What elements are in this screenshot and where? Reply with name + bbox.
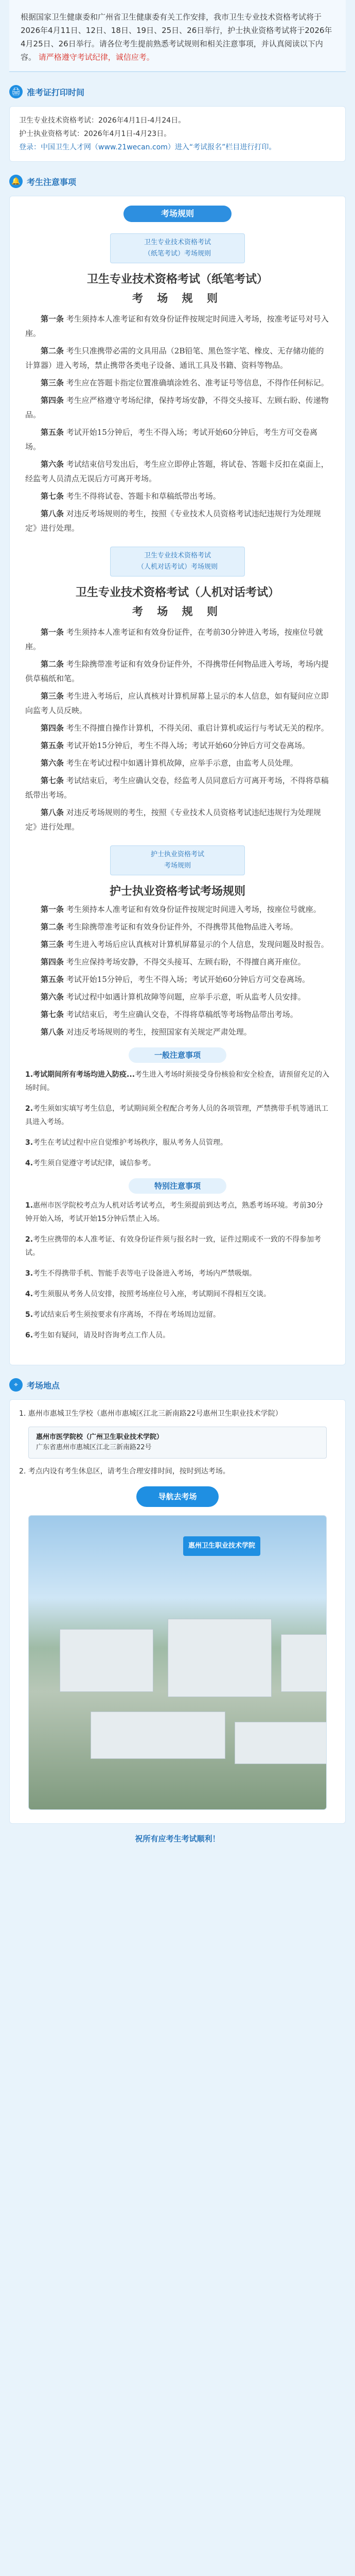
tip-lead: 1.考试期间所有考场均进入防疫... (25, 1071, 135, 1079)
venue-card (9, 1399, 346, 1824)
rule-text: 考试过程中如遇计算机故障等问题，应举手示意，听从监考人员安排。 (66, 992, 306, 1002)
rule-item (25, 773, 330, 802)
rule-number: 第八条 (41, 509, 64, 518)
campus-photo (28, 1515, 327, 1810)
rule-text: 考生应在答题卡指定位置准确填涂姓名、准考证号等信息，不得作任何标记。 (66, 378, 329, 387)
exam2-title: 卫生专业技术资格考试（人机对话考试） (75, 586, 279, 599)
rule-number: 第一条 (41, 628, 64, 637)
rule-item (25, 756, 330, 770)
tip-text: 考生须如实填写考生信息，考试期间须全程配合考务人员的各项管理，严禁携带手机等通讯工具进入考场。 (25, 1105, 329, 1126)
section-print-title: 准考证打印时间 (27, 87, 85, 97)
section-venue-title: 考场地点 (27, 1380, 60, 1391)
rule-number: 第七条 (41, 1010, 64, 1019)
rule-text: 考试开始15分钟后，考生不得入场；考试开始60分钟后方可交卷离场。 (66, 975, 310, 984)
intro-text: 根据国家卫生健康委和广州省卫生健康委有关工作安排，我市卫生专业技术资格考试将于2026年4月11日、12日、18日、19日、25日、26日举行，护士执业资格考试将于2026年4月25日、26日举行。请各位考生提前熟悉考试规则和相关注意事项，并认真阅读以下内容。 (21, 12, 332, 62)
intro (9, 0, 346, 72)
rule-number: 第四条 (41, 396, 64, 405)
exam1-title: 卫生专业技术资格考试（纸笔考试） (86, 273, 268, 286)
rule-text: 考生不得将试卷、答题卡和草稿纸带出考场。 (66, 492, 221, 501)
rule-text: 考生只准携带必需的文具用品（2B铅笔、黑色签字笔、橡皮、无存储功能的计算器）进入考场，禁止携带各类电子设备、通讯工具及书籍、资料等物品。 (25, 346, 324, 370)
rule-item (25, 689, 330, 718)
page-end (0, 1853, 355, 1869)
rule-item (25, 937, 330, 952)
rule-text: 考生在考试过程中如遇计算机故障，应举手示意，由监考人员处理。 (66, 758, 298, 768)
rule-item (25, 920, 330, 934)
rule-number: 第三条 (41, 691, 64, 701)
tips1-title: 一般注意事项 (129, 1047, 226, 1063)
rule-number: 第三条 (41, 940, 64, 949)
rule-item (25, 506, 330, 535)
print-link[interactable]: 登录：中国卫生人才网（www.21wecan.com）进入“考试报名”栏目进行打印。 (19, 143, 276, 151)
rule-item (25, 990, 330, 1004)
map-card[interactable] (28, 1427, 327, 1459)
tip-lead: 5. (25, 1311, 33, 1319)
tip-lead: 3. (25, 1269, 33, 1278)
rule-text: 考试结束后，考生应确认交卷，不得将草稿纸等考场物品带出考场。 (66, 1010, 298, 1019)
rule-number: 第八条 (41, 1027, 64, 1037)
rule-number: 第五条 (41, 741, 64, 750)
tip-item (25, 1287, 330, 1301)
tip-item (25, 1233, 330, 1260)
section-venue-header (9, 1375, 346, 1395)
rule-number: 第七条 (41, 776, 64, 785)
building (60, 1629, 153, 1692)
rule-number: 第五条 (41, 428, 64, 437)
notice-card (9, 196, 346, 1365)
section-print-header (9, 81, 346, 102)
building (168, 1619, 272, 1697)
tip-text: 考生进入考场时须接受身份核验和安全检查，请预留充足的入场时间。 (25, 1071, 330, 1092)
bell-icon: 🔔 (9, 175, 23, 188)
rule-item (25, 902, 330, 917)
rule-number: 第六条 (41, 992, 64, 1002)
rule-item (25, 393, 330, 422)
rule-number: 第六条 (41, 758, 64, 768)
rule-item (25, 489, 330, 503)
rule-text: 考生应保持考场安静，不得交头接耳、左顾右盼，不得擅自离开座位。 (66, 957, 306, 967)
exam3-title: 护士执业资格考试考场规则 (109, 885, 245, 898)
rule-text: 考试开始15分钟后，考生不得入场；考试开始60分钟后方可交卷离场。 (66, 741, 310, 750)
tip-item (25, 1157, 330, 1170)
tip-text: 考试结束后考生须按要求有序离场，不得在考场周边逗留。 (33, 1311, 221, 1319)
navigate-button[interactable]: 导航去考场 (136, 1486, 219, 1507)
tips2-title: 特别注意事项 (129, 1178, 226, 1194)
rule-item (25, 625, 330, 654)
venue-text: 1. 惠州市惠城卫生学校（惠州市惠城区江北三新南路22号惠州卫生职业技术学院） (19, 1410, 282, 1418)
rule-text: 考生不得擅自操作计算机，不得关闭、重启计算机或运行与考试无关的程序。 (66, 723, 329, 733)
tips1-list (25, 1068, 330, 1170)
exam2-rules (25, 625, 330, 834)
rules-pill: 考场规则 (123, 206, 232, 222)
rule-number: 第五条 (41, 975, 64, 984)
rule-text: 考生应严格遵守考场纪律，保持考场安静，不得交头接耳、左顾右盼、传递物品。 (25, 396, 329, 419)
rule-text: 考试结束信号发出后，考生应立即停止答题，将试卷、答题卡反扣在桌面上，经监考人员清点无误后方可离开考场。 (25, 460, 329, 483)
rule-item (25, 738, 330, 753)
tip-lead: 2. (25, 1105, 33, 1113)
tip-lead: 4. (25, 1159, 33, 1167)
rule-text: 对违反考场规则的考生，按照《专业技术人员资格考试违纪违规行为处理规定》进行处理。 (25, 509, 321, 533)
rule-number: 第八条 (41, 808, 64, 817)
rule-text: 考生须持本人准考证和有效身份证件按规定时间进入考场，按准考证号对号入座。 (25, 314, 329, 338)
rule-item (25, 955, 330, 969)
rule-text: 对违反考场规则的考生，按照《专业技术人员资格考试违纪违规行为处理规定》进行处理。 (25, 808, 321, 832)
tip-text: 考生在考试过程中应自觉维护考场秩序，服从考务人员管理。 (33, 1139, 228, 1147)
map-subaddress: 广东省惠州市惠城区江北三新南路22号 (36, 1444, 152, 1451)
tip-item (25, 1102, 330, 1129)
rule-text: 考生进入考场后，应认真核对计算机屏幕上显示的本人信息，如有疑问应立即向监考人员反映。 (25, 691, 329, 715)
tip-item (25, 1267, 330, 1280)
exam3-banner: 护士执业资格考试 考场规则 (110, 845, 245, 875)
rule-text: 考生除携带准考证和有效身份证件外，不得携带其他物品进入考场。 (66, 922, 298, 931)
intro-highlight: 请严格遵守考试纪律，诚信应考。 (38, 53, 154, 62)
rule-number: 第四条 (41, 957, 64, 967)
building (91, 1711, 225, 1759)
tip-lead: 4. (25, 1290, 33, 1298)
rule-text: 考试结束后，考生应确认交卷，经监考人员同意后方可离开考场，不得将草稿纸带出考场。 (25, 776, 329, 800)
rule-item (25, 1007, 330, 1022)
rule-text: 考生须持本人准考证和有效身份证件按规定时间进入考场，按座位号就座。 (66, 905, 321, 914)
tip-text: 惠州市医学院校考点为人机对话考试考点，考生须提前到达考点，熟悉考场环境。考前30分钟开始入场，考试开始15分钟后禁止入场。 (25, 1201, 323, 1223)
building (235, 1722, 327, 1764)
tip-text: 考生须自觉遵守考试纪律，诚信参考。 (33, 1159, 156, 1167)
rule-number: 第二条 (41, 922, 64, 931)
rule-item (25, 344, 330, 372)
rule-item (25, 972, 330, 987)
section-notice-title: 考生注意事项 (27, 177, 77, 187)
exam2-sub: 考 场 规 则 (132, 605, 223, 618)
rule-number: 第一条 (41, 905, 64, 914)
print-icon: 🖨 (9, 85, 23, 98)
rule-number: 第四条 (41, 723, 64, 733)
rule-item (25, 805, 330, 834)
tip-lead: 2. (25, 1235, 33, 1244)
exam1-rules (25, 312, 330, 535)
tip-item (25, 1199, 330, 1226)
rule-number: 第三条 (41, 378, 64, 387)
tip-lead: 1. (25, 1201, 33, 1210)
rule-item (25, 1025, 330, 1039)
exam1-sub: 考 场 规 则 (132, 292, 223, 304)
rule-number: 第二条 (41, 346, 64, 355)
tip-item (25, 1068, 330, 1095)
rule-text: 对违反考场规则的考生，按照国家有关规定严肃处理。 (66, 1027, 252, 1037)
exam3-rules (25, 902, 330, 1039)
tip-item (25, 1136, 330, 1149)
rule-item (25, 721, 330, 735)
photo-label: 惠州卫生职业技术学院 (183, 1536, 260, 1556)
tip-text: 考生应携带的本人准考证、有效身份证件须与报名时一致，证件过期或不一致的不得参加考试。 (25, 1235, 322, 1257)
rule-text: 考生须持本人准考证和有效身份证件，在考前30分钟进入考场，按座位号就座。 (25, 628, 323, 651)
exam2-banner: 卫生专业技术资格考试 （人机对话考试）考场规则 (110, 547, 245, 577)
location-icon: ⌖ (9, 1378, 23, 1392)
rule-number: 第二条 (41, 659, 64, 669)
tip-lead: 3. (25, 1139, 33, 1147)
rule-text: 考生进入考场后应认真核对计算机屏幕显示的个人信息，发现问题及时报告。 (66, 940, 329, 949)
tip-text: 考生不得携带手机、智能手表等电子设备进入考场，考场内严禁吸烟。 (33, 1269, 257, 1278)
tips2-list (25, 1199, 330, 1342)
rule-number: 第一条 (41, 314, 64, 324)
map-address: 惠州市医学院校（广州卫生职业技术学院） (36, 1433, 164, 1441)
print-card (9, 106, 346, 162)
building (281, 1634, 327, 1692)
rule-number: 第七条 (41, 492, 64, 501)
rule-item (25, 457, 330, 486)
venue-note: 2. 考点内设有考生休息区，请考生合理安排时间，按时到达考场。 (19, 1467, 230, 1476)
print-line-2: 护士执业资格考试：2026年4月1日-4月23日。 (19, 130, 171, 138)
tip-item (25, 1329, 330, 1342)
rule-text: 考试开始15分钟后，考生不得入场；考试开始60分钟后，考生方可交卷离场。 (25, 428, 317, 451)
rule-item (25, 376, 330, 390)
tip-lead: 6. (25, 1331, 33, 1340)
tip-item (25, 1308, 330, 1321)
rule-text: 考生除携带准考证和有效身份证件外，不得携带任何物品进入考场，考场内提供草稿纸和笔。 (25, 659, 329, 683)
rule-item (25, 312, 330, 341)
rule-item (25, 425, 330, 454)
tip-text: 考生须服从考务人员安排，按照考场座位号入座，考试期间不得相互交谈。 (33, 1290, 271, 1298)
exam1-banner: 卫生专业技术资格考试 （纸笔考试）考场规则 (110, 233, 245, 263)
rule-item (25, 657, 330, 686)
rule-number: 第六条 (41, 460, 64, 469)
footer: 祝所有应考生考试顺利！ (135, 1834, 220, 1843)
section-notice-header (9, 171, 346, 192)
print-line-1: 卫生专业技术资格考试：2026年4月1日-4月24日。 (19, 116, 186, 125)
tip-text: 考生如有疑问，请及时咨询考点工作人员。 (33, 1331, 170, 1340)
